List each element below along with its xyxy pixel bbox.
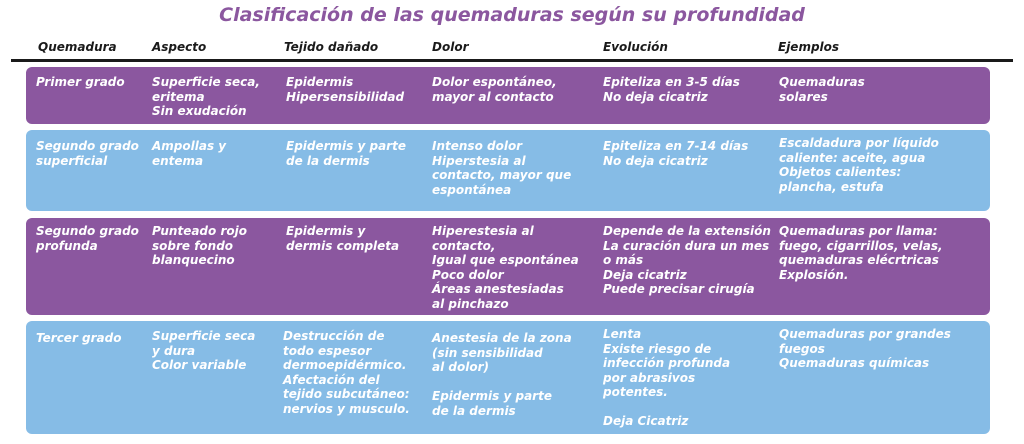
cell-dolor: Anestesia de la zona (sin sensibilidad al dolor) Epidermis y parte de la dermis	[432, 331, 572, 418]
cell-evolucion: Depende de la extensión La curación dura un mes o más Deja cicatriz Puede precisar cirugía	[603, 224, 771, 296]
cell-aspecto: Superficie seca y dura Color variable	[152, 329, 256, 372]
header-ejemplos: Ejemplos	[778, 40, 840, 54]
cell-grado: Tercer grado	[36, 331, 122, 345]
cell-tejido: Destrucción de todo espesor dermoepidérmico. Afectación del tejido subcutáneo: nervios y musculo.	[283, 329, 410, 416]
cell-tejido: Epidermis Hipersensibilidad	[286, 75, 405, 104]
cell-evolucion: Epiteliza en 3-5 días No deja cicatriz	[603, 75, 740, 104]
cell-aspecto: Punteado rojo sobre fondo blanquecino	[152, 224, 247, 267]
cell-aspecto: Superficie seca, eritema Sin exudación	[152, 75, 260, 118]
header-tejido: Tejido dañado	[284, 40, 379, 54]
cell-evolucion: Epiteliza en 7-14 días No deja cicatriz	[603, 139, 749, 168]
cell-grado: Segundo grado superficial	[36, 139, 139, 168]
cell-tejido: Epidermis y parte de la dermis	[286, 139, 406, 168]
page-title: Clasificación de las quemaduras según su profundidad	[219, 4, 805, 26]
cell-ejemplos: Quemaduras por grandes fuegos Quemaduras químicas	[779, 327, 951, 370]
cell-grado: Primer grado	[36, 75, 125, 89]
table-row-primer-grado	[26, 67, 990, 124]
header-quemadura: Quemadura	[38, 40, 117, 54]
table-row-segundo-profunda	[26, 218, 990, 315]
table-row-tercer-grado	[26, 321, 990, 434]
cell-grado: Segundo grado profunda	[36, 224, 139, 253]
cell-evolucion: Lenta Existe riesgo de infección profunda por abrasivos potentes. Deja Cicatriz	[603, 327, 731, 428]
cell-dolor: Dolor espontáneo, mayor al contacto	[432, 75, 557, 104]
table-row-segundo-superficial	[26, 130, 990, 211]
header-divider	[11, 59, 1013, 62]
cell-ejemplos: Escaldadura por líquido caliente: aceite, agua Objetos calientes: plancha, estufa	[779, 136, 939, 194]
cell-aspecto: Ampollas y entema	[152, 139, 227, 168]
cell-ejemplos: Quemaduras por llama: fuego, cigarrillos, velas, quemaduras elécrtricas Explosión.	[779, 224, 943, 282]
header-aspecto: Aspecto	[152, 40, 207, 54]
cell-tejido: Epidermis y dermis completa	[286, 224, 400, 253]
cell-ejemplos: Quemaduras solares	[779, 75, 865, 104]
cell-dolor: Hiperestesia al contacto, Igual que espontánea Poco dolor Áreas anestesiadas al pinchazo	[432, 224, 579, 311]
header-dolor: Dolor	[432, 40, 469, 54]
cell-dolor: Intenso dolor Hiperstesia al contacto, mayor que espontánea	[432, 139, 572, 197]
header-evolucion: Evolución	[603, 40, 668, 54]
